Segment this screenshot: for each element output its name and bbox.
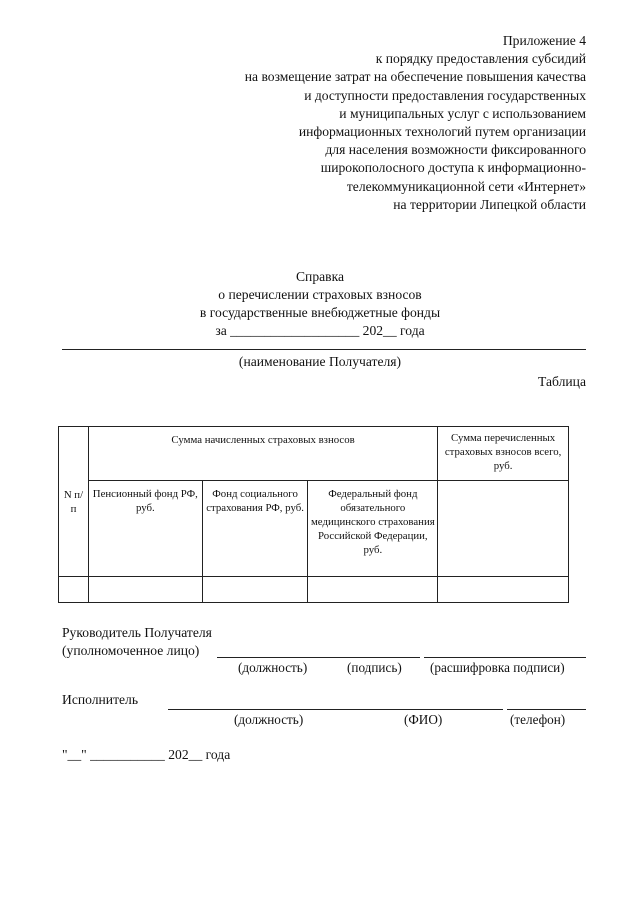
- document-title: [0, 268, 640, 340]
- table-cell[interactable]: [88, 577, 202, 603]
- recipient-name-line: [62, 349, 586, 350]
- executor-name-caption: (ФИО): [404, 712, 443, 727]
- recipient-caption: (наименование Получателя): [238, 354, 402, 369]
- pension-fund-header: Пенсионный фонд РФ, руб.: [88, 481, 202, 577]
- table-cell[interactable]: [438, 577, 569, 603]
- date-line: "__" ___________ 202__ года: [62, 747, 231, 762]
- head-position-signature-line[interactable]: [217, 657, 420, 658]
- annex-line: на территории Липецкой области: [393, 196, 586, 212]
- head-decoding-line[interactable]: [424, 657, 586, 658]
- table-cell[interactable]: [59, 577, 89, 603]
- title-line: Справка: [295, 269, 345, 284]
- head-decoding-caption: (расшифровка подписи): [430, 660, 565, 675]
- annex-line: и муниципальных услуг с использованием: [339, 105, 586, 121]
- accrued-contributions-header: Сумма начисленных страховых взносов: [88, 427, 437, 481]
- transferred-total-header: Сумма перечисленных страховых взносов всего, руб.: [438, 427, 569, 481]
- authorized-person-label: (уполномоченное лицо): [62, 643, 200, 658]
- head-signature-caption: (подпись): [347, 660, 402, 675]
- head-position-caption: (должность): [238, 660, 308, 675]
- contributions-table: [58, 426, 569, 603]
- medical-insurance-header: Федеральный фонд обязательного медицинского страхования Российской Федерации, руб.: [308, 481, 438, 577]
- annex-line: Приложение 4: [502, 33, 586, 48]
- annex-line: широкополосного доступа к информационно-: [320, 160, 586, 176]
- annex-line: телекоммуникационной сети «Интернет»: [346, 178, 586, 194]
- executor-position-caption: (должность): [234, 712, 304, 727]
- executor-phone-line[interactable]: [507, 709, 586, 710]
- annex-line: для населения возможности фиксированного: [325, 142, 586, 158]
- table-cell[interactable]: [202, 577, 308, 603]
- title-period-line: за ___________________ 202__ года: [215, 323, 425, 338]
- executor-phone-caption: (телефон): [510, 712, 566, 727]
- annex-line: и доступности предоставления государственных: [304, 87, 586, 103]
- head-title: Руководитель Получателя: [62, 625, 212, 640]
- executor-label: Исполнитель: [62, 692, 139, 707]
- annex-line: к порядку предоставления субсидий: [375, 51, 586, 67]
- title-line: в государственные внебюджетные фонды: [199, 305, 441, 320]
- annex-line: на возмещение затрат на обеспечение повышения качества: [244, 69, 586, 85]
- annex-line: информационных технологий путем организации: [298, 124, 586, 140]
- table-cell[interactable]: [308, 577, 438, 603]
- table-label: Таблица: [538, 374, 586, 389]
- executor-position-name-line[interactable]: [168, 709, 503, 710]
- table-cell: [438, 481, 569, 577]
- column-number-header: N п/п: [59, 427, 89, 577]
- title-line: о перечислении страховых взносов: [218, 287, 422, 302]
- annex-header: [126, 32, 586, 214]
- social-insurance-header: Фонд социального страхования РФ, руб.: [202, 481, 308, 577]
